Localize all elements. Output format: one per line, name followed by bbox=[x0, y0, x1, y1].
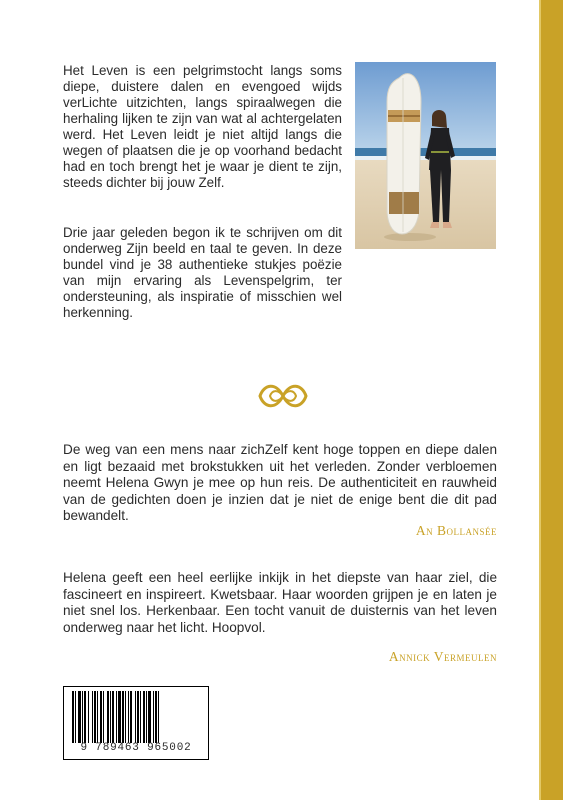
barcode-bar bbox=[143, 691, 145, 743]
isbn-barcode bbox=[63, 686, 209, 760]
gold-side-bar bbox=[541, 0, 563, 800]
barcode-bar bbox=[130, 691, 132, 743]
barcode-bar bbox=[103, 691, 104, 743]
review-quote-2: Helena geeft een heel eerlijke inkijk in het diepste van haar ziel, die fascineert en inspireert. Kwetsbaar. Haar woorden grijpen je en laten je niet snel los. Herkenbaar. Een tocht vanuit de duisternis van het leven onderweg naar het licht. Hoopvol. bbox=[63, 570, 497, 635]
review-author-1: An Bollansée bbox=[415, 523, 497, 538]
barcode-bar bbox=[94, 691, 96, 743]
barcode-bar bbox=[78, 691, 81, 743]
barcode-bar bbox=[122, 691, 124, 743]
barcode-bar bbox=[148, 691, 151, 743]
review-author-2: Annick Vermeulen bbox=[388, 649, 497, 664]
barcode-bar bbox=[92, 691, 93, 743]
barcode-bar bbox=[110, 691, 111, 743]
barcode-bar bbox=[146, 691, 147, 743]
barcode-bar bbox=[107, 691, 109, 743]
barcode-bar bbox=[84, 691, 86, 743]
gold-side-bar-edge bbox=[539, 0, 541, 800]
barcode-bar bbox=[135, 691, 136, 743]
barcode-bar bbox=[128, 691, 129, 743]
isbn-number: 9 789463 965002 bbox=[80, 742, 192, 754]
barcode-bar bbox=[97, 691, 98, 743]
barcode-bar bbox=[140, 691, 141, 743]
barcode-bar bbox=[137, 691, 139, 743]
barcode-bars bbox=[72, 691, 200, 743]
barcode-bar bbox=[82, 691, 83, 743]
barcode-bar bbox=[75, 691, 76, 743]
barcode-bar bbox=[112, 691, 114, 743]
barcode-bar bbox=[88, 691, 89, 743]
intro-paragraph-2: Drie jaar geleden begon ik te schrijven om dit onderweg Zijn beeld en taal te geven. In deze bundel vind je 38 authentieke stukjes poëzie van mijn ervaring als Levenspelgrim, ter ondersteuning, als inspiratie of misschien wel herkenning. bbox=[63, 225, 342, 320]
intro-paragraph-1: Het Leven is een pelgrimstocht langs soms diepe, duistere dalen en evengoed wijds verLichte uitzichten, langs spiraalwegen die herhaling lijken te zijn van wat al achtergelaten werd. Het Leven leidt je niet altijd langs die wegen of plaatsen die je op voorhand bedacht had en toch brengt het je waar je dient te zijn, steeds dichter bij jouw Zelf. bbox=[63, 63, 342, 190]
author-surfboard-photo bbox=[355, 62, 496, 249]
barcode-bar bbox=[72, 691, 74, 743]
barcode-bar bbox=[100, 691, 102, 743]
review-quote-1: De weg van een mens naar zichZelf kent hoge toppen en diepe dalen en ligt bezaaid met brokstukken uit het verleden. Zonder verbloemen neemt Helena Gwyn je mee op hun reis. De authenticiteit en rauwheid van de gedichten doen je inzien dat je niet de enige bent die dit pad bewandelt. bbox=[63, 442, 497, 523]
barcode-bar bbox=[125, 691, 126, 743]
infinity-knot-ornament bbox=[190, 372, 376, 420]
barcode-bar bbox=[155, 691, 157, 743]
barcode-bar bbox=[118, 691, 121, 743]
barcode-bar bbox=[116, 691, 117, 743]
barcode-bar bbox=[153, 691, 154, 743]
barcode-bar bbox=[158, 691, 159, 743]
